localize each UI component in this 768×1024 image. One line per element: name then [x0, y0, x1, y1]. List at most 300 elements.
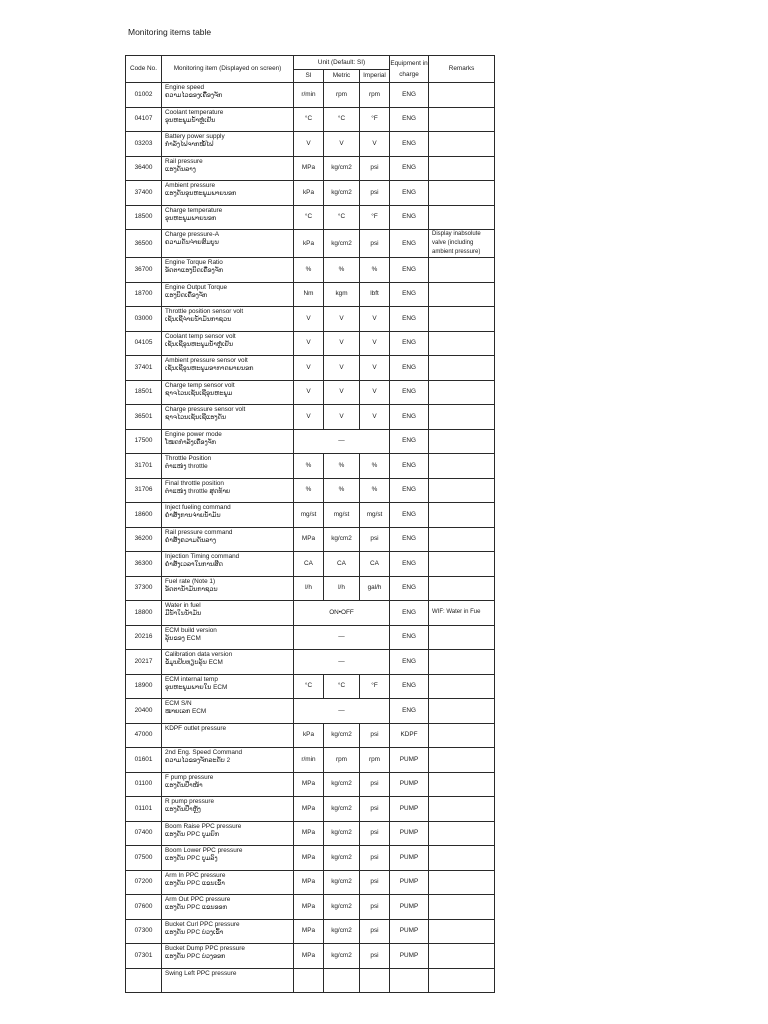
code-cell: 37300 [126, 576, 162, 601]
item-label-lo: ແຮງບິດເຄື່ອງຈັກ [165, 291, 208, 299]
item-label-en: Engine speed [165, 84, 205, 91]
remarks-cell [429, 181, 495, 206]
item-label-lo: ແຮງດັນລາງ [165, 165, 196, 173]
unit-si-cell: V [294, 331, 324, 356]
unit-span-cell: ON•OFF [294, 601, 390, 626]
remarks-cell [429, 968, 495, 993]
table-row [126, 944, 495, 969]
item-label-lo: ໝາຍເລກ ECM [165, 708, 207, 715]
item-label-en: Calibration data version [165, 651, 233, 658]
equipment-cell: ENG [390, 307, 429, 332]
unit-si-cell: V [294, 307, 324, 332]
table-row [126, 772, 495, 797]
unit-si-cell: r/min [294, 83, 324, 108]
code-cell: 01002 [126, 83, 162, 108]
table-row [126, 380, 495, 405]
item-label-en: Water in fuel [165, 602, 201, 609]
unit-metric-cell: kg/cm2 [324, 527, 360, 552]
unit-metric-cell: kg/cm2 [324, 944, 360, 969]
table-row [126, 181, 495, 206]
code-cell: 18501 [126, 380, 162, 405]
item-label-lo: ຊາຈໄວນເຊັນເຊີອຸນຫະພູມ [165, 389, 233, 397]
unit-si-cell: °C [294, 205, 324, 230]
table-row [126, 132, 495, 157]
monitoring-item-cell [162, 230, 294, 258]
item-label-en: Engine Output Torque [165, 283, 228, 291]
equipment-cell: ENG [390, 429, 429, 454]
item-label-lo: ອຸນຫະພູມພາຍໃນ ECM [165, 683, 228, 691]
unit-imperial-cell: V [360, 405, 390, 430]
table-row [126, 156, 495, 181]
unit-imperial-cell: psi [360, 895, 390, 920]
item-label-lo: ແຮງດັນ PPC ບູມລົງ [165, 855, 218, 862]
unit-metric-cell: % [324, 258, 360, 283]
table-row [126, 846, 495, 871]
unit-metric-cell: V [324, 132, 360, 157]
monitoring-item-cell [162, 846, 294, 871]
unit-si-cell: mg/st [294, 503, 324, 528]
unit-span-cell: — [294, 429, 390, 454]
remarks-cell [429, 156, 495, 181]
unit-si-cell: kPa [294, 230, 324, 258]
table-row [126, 748, 495, 773]
code-cell: 37400 [126, 181, 162, 206]
monitoring-item-cell [162, 307, 294, 332]
header-equipment: Equipment in charge [390, 56, 429, 83]
table-row [126, 797, 495, 822]
monitoring-item-cell [162, 156, 294, 181]
item-label-en: Ambient pressure [165, 182, 216, 189]
table-row [126, 83, 495, 108]
equipment-cell: ENG [390, 83, 429, 108]
unit-si-cell: V [294, 132, 324, 157]
code-cell: 18700 [126, 282, 162, 307]
item-label-en: Engine power mode [165, 430, 222, 438]
code-cell: 01601 [126, 748, 162, 773]
unit-metric-cell: mg/st [324, 503, 360, 528]
remarks-cell: Display inabsolute valve (including ambient pressure) [429, 230, 495, 258]
code-cell: 31706 [126, 478, 162, 503]
monitoring-item-cell [162, 356, 294, 381]
code-cell [126, 968, 162, 993]
item-label-en: Rail pressure [165, 157, 203, 165]
header-metric: Metric [324, 70, 360, 83]
remarks-cell [429, 552, 495, 577]
item-label-lo: ແຮງດັນ PPC ແຂນອອກ [165, 904, 227, 911]
code-cell: 36501 [126, 405, 162, 430]
item-label-en: F pump pressure [165, 773, 214, 781]
remarks-cell [429, 797, 495, 822]
item-label-lo: ຄຳສັ່ງຄວາມດັນລາງ [165, 536, 216, 544]
item-label-lo: ຕຳແໜ່ງ throttle [165, 463, 208, 470]
remarks-cell [429, 527, 495, 552]
code-cell: 36700 [126, 258, 162, 283]
monitoring-item-cell [162, 772, 294, 797]
item-label-lo: ລຸ້ນຂອງ ECM [165, 634, 201, 642]
unit-metric-cell: kg/cm2 [324, 846, 360, 871]
unit-metric-cell: V [324, 405, 360, 430]
item-label-lo: ຄວາມດັນຈ່າຍສົມບູນ [165, 239, 219, 246]
table-row [126, 895, 495, 920]
equipment-cell: ENG [390, 230, 429, 258]
monitoring-item-cell [162, 650, 294, 675]
remarks-cell [429, 132, 495, 157]
equipment-cell: ENG [390, 527, 429, 552]
unit-metric-cell: % [324, 478, 360, 503]
table-row [126, 405, 495, 430]
item-label-en: Charge pressure sensor volt [165, 406, 246, 413]
remarks-cell [429, 331, 495, 356]
unit-imperial-cell: V [360, 380, 390, 405]
monitoring-item-cell [162, 429, 294, 454]
unit-metric-cell: l/h [324, 576, 360, 601]
code-cell: 07400 [126, 821, 162, 846]
item-label-lo: ແຮງດັນອຸນຫະພູມພາຍນອກ [165, 190, 237, 197]
remarks-cell [429, 723, 495, 748]
item-label-en: Charge temp sensor volt [165, 381, 235, 389]
unit-metric-cell: V [324, 356, 360, 381]
item-label-en: Coolant temp sensor volt [165, 332, 236, 340]
item-label-en: Injection Timing command [165, 553, 240, 560]
code-cell: 36200 [126, 527, 162, 552]
monitoring-item-cell [162, 870, 294, 895]
code-cell: 20216 [126, 625, 162, 650]
code-cell: 36400 [126, 156, 162, 181]
code-cell: 04105 [126, 331, 162, 356]
item-label-en: Engine Torque Ratio [165, 259, 223, 266]
equipment-cell: PUMP [390, 748, 429, 773]
table-row [126, 699, 495, 724]
item-label-lo: ອຸນຫະພູມນ້ຳຫຼໍ່ເຢັນ [165, 116, 216, 124]
remarks-cell [429, 83, 495, 108]
monitoring-item-cell [162, 552, 294, 577]
monitoring-item-cell [162, 674, 294, 699]
equipment-cell: ENG [390, 478, 429, 503]
unit-imperial-cell: V [360, 356, 390, 381]
code-cell: 07600 [126, 895, 162, 920]
item-label-en: Bucket Curl PPC pressure [165, 920, 240, 928]
unit-imperial-cell: rpm [360, 748, 390, 773]
table-row [126, 307, 495, 332]
unit-imperial-cell: V [360, 307, 390, 332]
equipment-cell: PUMP [390, 797, 429, 822]
item-label-en: ECM internal temp [165, 675, 218, 683]
item-label-lo: ອຸນຫະພູມພາຍນອກ [165, 214, 217, 222]
remarks-cell [429, 748, 495, 773]
table-row [126, 478, 495, 503]
monitoring-item-cell [162, 331, 294, 356]
monitoring-item-cell [162, 205, 294, 230]
table-row [126, 107, 495, 132]
header-imperial: Imperial [360, 70, 390, 83]
table-row [126, 625, 495, 650]
equipment-cell: ENG [390, 405, 429, 430]
unit-si-cell: MPa [294, 821, 324, 846]
remarks-cell [429, 576, 495, 601]
equipment-cell: PUMP [390, 895, 429, 920]
item-label-lo: ຕຳແໜ່ງ throttle ສຸດທ້າຍ [165, 487, 231, 495]
remarks-cell [429, 282, 495, 307]
monitoring-item-cell [162, 478, 294, 503]
equipment-cell: ENG [390, 699, 429, 724]
remarks-cell [429, 258, 495, 283]
unit-imperial-cell: psi [360, 527, 390, 552]
table-row [126, 205, 495, 230]
unit-imperial-cell: °F [360, 674, 390, 699]
table-row [126, 282, 495, 307]
equipment-cell: ENG [390, 282, 429, 307]
unit-si-cell: V [294, 356, 324, 381]
equipment-cell: ENG [390, 454, 429, 479]
monitoring-item-cell [162, 699, 294, 724]
code-cell: 03203 [126, 132, 162, 157]
unit-si-cell: l/h [294, 576, 324, 601]
remarks-cell [429, 429, 495, 454]
remarks-cell: WIF: Water in Fue [429, 601, 495, 626]
item-label-en: Throttle Position [165, 455, 212, 462]
header-si: SI [294, 70, 324, 83]
table-row [126, 258, 495, 283]
table-row [126, 356, 495, 381]
unit-si-cell: Nm [294, 282, 324, 307]
item-label-lo: ມີນ້ຳໃນນ້ຳມັນ [165, 610, 202, 617]
unit-imperial-cell: psi [360, 181, 390, 206]
table-row [126, 576, 495, 601]
unit-si-cell: MPa [294, 156, 324, 181]
equipment-cell: PUMP [390, 870, 429, 895]
monitoring-item-cell [162, 107, 294, 132]
unit-metric-cell: V [324, 380, 360, 405]
remarks-cell [429, 650, 495, 675]
equipment-cell: ENG [390, 576, 429, 601]
unit-imperial-cell: V [360, 132, 390, 157]
unit-imperial-cell: psi [360, 846, 390, 871]
monitoring-item-cell [162, 723, 294, 748]
unit-metric-cell: kg/cm2 [324, 181, 360, 206]
unit-imperial-cell: V [360, 331, 390, 356]
unit-metric-cell: rpm [324, 748, 360, 773]
unit-metric-cell: V [324, 307, 360, 332]
table-title: Monitoring items table [128, 27, 212, 37]
item-label-en: Charge pressure-A [165, 231, 219, 238]
unit-span-cell: — [294, 699, 390, 724]
unit-metric-cell: kg/cm2 [324, 723, 360, 748]
unit-si-cell: MPa [294, 846, 324, 871]
monitoring-item-cell [162, 821, 294, 846]
table-row [126, 601, 495, 626]
item-label-lo: ແຮງດັນປ໊ຳຫຼັງ [165, 806, 201, 813]
equipment-cell: ENG [390, 552, 429, 577]
unit-metric-cell: kgm [324, 282, 360, 307]
equipment-cell: ENG [390, 258, 429, 283]
header-code: Code No. [126, 56, 162, 83]
table-row [126, 919, 495, 944]
remarks-cell [429, 307, 495, 332]
unit-imperial-cell: °F [360, 205, 390, 230]
unit-si-cell: kPa [294, 181, 324, 206]
monitoring-item-cell [162, 380, 294, 405]
monitoring-item-cell [162, 282, 294, 307]
table-row [126, 723, 495, 748]
unit-imperial-cell: psi [360, 723, 390, 748]
monitoring-item-cell [162, 527, 294, 552]
item-label-lo: ຄຳສັ່ງເວລາໃນການສີດ [165, 561, 223, 568]
monitoring-item-cell [162, 132, 294, 157]
equipment-cell: ENG [390, 181, 429, 206]
item-label-lo: ເຊັນເຊີອຸນຫະພູມນ້ຳຫຼໍ່ເຢັນ [165, 340, 234, 348]
equipment-cell: ENG [390, 380, 429, 405]
unit-si-cell: V [294, 405, 324, 430]
unit-span-cell: — [294, 625, 390, 650]
unit-metric-cell: V [324, 331, 360, 356]
table-body [126, 83, 495, 993]
code-cell: 37401 [126, 356, 162, 381]
item-label-lo: ເຊັນເຊີອຸນຫະພູມອາກາດພາຍນອກ [165, 365, 254, 372]
item-label-lo: ອັດຕາແຮງບິດເຄື່ອງຈັກ [165, 267, 224, 274]
remarks-cell [429, 846, 495, 871]
unit-imperial-cell: mg/st [360, 503, 390, 528]
monitoring-item-cell [162, 181, 294, 206]
unit-imperial-cell: psi [360, 156, 390, 181]
item-label-en: Rail pressure command [165, 528, 233, 536]
equipment-cell: ENG [390, 503, 429, 528]
monitoring-item-cell [162, 454, 294, 479]
equipment-cell: ENG [390, 601, 429, 626]
unit-si-cell: °C [294, 674, 324, 699]
monitoring-item-cell [162, 405, 294, 430]
item-label-lo: ແຮງດັນ PPC ບ່ວງອອກ [165, 953, 226, 960]
monitoring-items-table [125, 55, 495, 993]
unit-metric-cell: °C [324, 107, 360, 132]
unit-imperial-cell: psi [360, 919, 390, 944]
unit-si-cell: MPa [294, 797, 324, 822]
table-row [126, 454, 495, 479]
item-label-lo: ແຮງດັນ PPC ບ່ວງເຂົ້າ [165, 928, 224, 936]
unit-si-cell [294, 968, 324, 993]
item-label-en: KDPF outlet pressure [165, 724, 227, 732]
item-label-en: 2nd Eng. Speed Command [165, 749, 243, 756]
remarks-cell [429, 674, 495, 699]
item-label-lo: ຊາຈໄວນເຊັນເຊີແຮງດັນ [165, 414, 227, 421]
code-cell: 04107 [126, 107, 162, 132]
unit-metric-cell: kg/cm2 [324, 870, 360, 895]
unit-metric-cell: kg/cm2 [324, 156, 360, 181]
item-label-en: Charge temperature [165, 206, 223, 214]
unit-metric-cell: kg/cm2 [324, 772, 360, 797]
equipment-cell: PUMP [390, 919, 429, 944]
code-cell: 17500 [126, 429, 162, 454]
unit-si-cell: °C [294, 107, 324, 132]
equipment-cell: PUMP [390, 772, 429, 797]
item-label-en: ECM build version [165, 626, 217, 634]
unit-imperial-cell: psi [360, 944, 390, 969]
code-cell: 07300 [126, 919, 162, 944]
equipment-cell: ENG [390, 331, 429, 356]
item-label-en: Ambient pressure sensor volt [165, 357, 248, 364]
monitoring-item-cell [162, 503, 294, 528]
item-label-lo: ແຮງດັນ PPC ບູມຍົກ [165, 830, 219, 838]
header-remarks: Remarks [429, 56, 495, 83]
unit-si-cell: V [294, 380, 324, 405]
item-label-lo: ກຳລັງໄຟຈາກໝໍ້ໄຟ [165, 141, 214, 148]
item-label-lo: ໂໝດກຳລັງເຄື່ອງຈັກ [165, 438, 216, 446]
table-row [126, 650, 495, 675]
remarks-cell [429, 895, 495, 920]
remarks-cell [429, 503, 495, 528]
item-label-lo: ຄວາມໄວຂອງຈັກລະດັບ 2 [165, 757, 231, 764]
monitoring-item-cell [162, 944, 294, 969]
equipment-cell: ENG [390, 674, 429, 699]
table-row [126, 331, 495, 356]
table-row [126, 429, 495, 454]
monitoring-item-cell [162, 83, 294, 108]
unit-metric-cell: CA [324, 552, 360, 577]
code-cell: 03000 [126, 307, 162, 332]
item-label-en: Coolant temperature [165, 108, 224, 116]
code-cell: 31701 [126, 454, 162, 479]
monitoring-item-cell [162, 748, 294, 773]
unit-si-cell: MPa [294, 527, 324, 552]
unit-imperial-cell: psi [360, 797, 390, 822]
item-label-lo: ຄວາມໄວຂອງເຄື່ອງຈັກ [165, 92, 223, 99]
unit-metric-cell: °C [324, 674, 360, 699]
unit-imperial-cell: gal/h [360, 576, 390, 601]
equipment-cell: ENG [390, 205, 429, 230]
unit-si-cell: MPa [294, 944, 324, 969]
monitoring-item-cell [162, 576, 294, 601]
unit-metric-cell: rpm [324, 83, 360, 108]
unit-si-cell: MPa [294, 895, 324, 920]
monitoring-item-cell [162, 601, 294, 626]
monitoring-item-cell [162, 895, 294, 920]
item-label-en: ECM S/N [165, 700, 192, 707]
unit-imperial-cell: psi [360, 870, 390, 895]
monitoring-item-cell [162, 258, 294, 283]
item-label-en: Inject fueling command [165, 504, 231, 511]
code-cell: 18900 [126, 674, 162, 699]
equipment-cell [390, 968, 429, 993]
code-cell: 47000 [126, 723, 162, 748]
unit-si-cell: % [294, 454, 324, 479]
remarks-cell [429, 944, 495, 969]
code-cell: 36500 [126, 230, 162, 258]
unit-si-cell: % [294, 258, 324, 283]
equipment-cell: ENG [390, 650, 429, 675]
unit-imperial-cell: rpm [360, 83, 390, 108]
equipment-cell: ENG [390, 156, 429, 181]
table-row [126, 968, 495, 993]
unit-imperial-cell: CA [360, 552, 390, 577]
equipment-cell: ENG [390, 356, 429, 381]
remarks-cell [429, 205, 495, 230]
remarks-cell [429, 380, 495, 405]
unit-span-cell: — [294, 650, 390, 675]
item-label-en: Swing Left PPC pressure [165, 969, 237, 977]
equipment-cell: PUMP [390, 846, 429, 871]
unit-imperial-cell: psi [360, 821, 390, 846]
unit-imperial-cell: lbft [360, 282, 390, 307]
unit-si-cell: kPa [294, 723, 324, 748]
code-cell: 18500 [126, 205, 162, 230]
code-cell: 07500 [126, 846, 162, 871]
item-label-lo: ອັດຕານ້ຳມັນກາຊວນ [165, 585, 218, 593]
monitoring-item-cell [162, 919, 294, 944]
remarks-cell [429, 478, 495, 503]
unit-metric-cell: °C [324, 205, 360, 230]
item-label-en: Battery power supply [165, 133, 225, 140]
table-row [126, 503, 495, 528]
item-label-en: Bucket Dump PPC pressure [165, 945, 245, 952]
